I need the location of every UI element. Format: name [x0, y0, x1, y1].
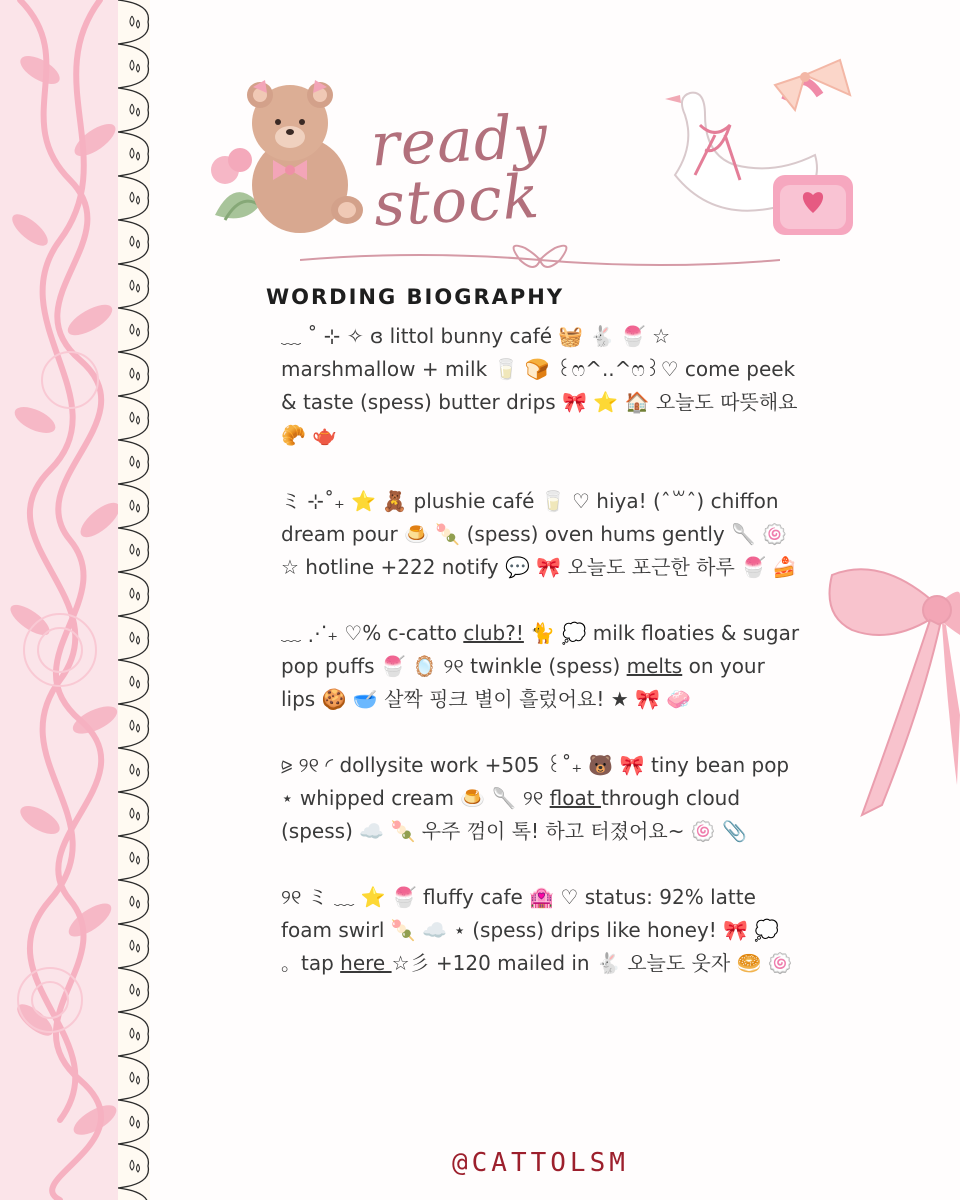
bio-entry	[281, 881, 801, 980]
bio-entries-list	[281, 320, 806, 1013]
underlined-text: here	[340, 951, 392, 975]
bio-text: ミ ⊹˚₊ ⭐ 🧸 plushie café 🥛 ♡ hiya! (ˆ꒳ˆ) chiffon dream pour 🍮 🍡 (spess) oven hums gently 🥄 🍥 ☆ hotline +222 notify 💬 🎀 오늘도 포근한 하루 🍧 🍰	[281, 489, 798, 579]
bio-text: ﹏ ˚ ⊹ ✧ ɞ littol bunny café 🧺 🐇 🍧 ☆ marshmallow + milk 🥛 🍞 ꒰ෆ^..^ෆ꒱♡ come peek & taste (spess) butter drips 🎀 ⭐ 🏠 오늘도 따뜻해요 🥐 🫖	[281, 324, 804, 447]
swan-icon	[655, 55, 870, 245]
ribbon-divider-icon	[300, 240, 780, 280]
teddy-bear-icon	[205, 65, 375, 235]
bio-entry	[281, 320, 804, 452]
section-heading: WORDING BIOGRAPHY	[266, 285, 565, 309]
bio-text: ୨୧ ミ ﹏ ⭐ 🍧 fluffy cafe 🏩 ♡ status: 92% latte foam swirl 🍡 ☁️ ⋆ (spess) drips like honey! 🎀 💭 。tap	[281, 885, 786, 975]
bio-entry	[281, 617, 806, 716]
bio-text: ☆彡 +120 mailed in 🐇 오늘도 웃자 🥯 🍥	[391, 951, 793, 975]
bio-text: through cloud (spess) ☁️ 🍡 우주 껌이 톡! 하고 터졌어요~ 🍥 📎	[281, 786, 747, 843]
bio-text: ⪩ ୨୧ ◜ dollysite work +505 ꒰˚₊ 🐻 🎀 tiny bean pop ⋆ whipped cream 🍮 🥄 ୨୧	[281, 753, 796, 810]
underlined-text: float	[549, 786, 601, 810]
bio-entry	[281, 485, 801, 584]
bio-text: 🐈 💭 milk floaties & sugar pop puffs 🍧 🪞 ୨୧ twinkle (spess)	[281, 621, 806, 678]
page-title: ready stock	[369, 101, 550, 241]
underlined-text: club?!	[463, 621, 524, 645]
bio-text: ﹏ ⋰₊ ♡% c-catto	[281, 621, 464, 645]
bio-text: on your lips 🍪 🥣 살짝 핑크 별이 흘렀어요! ★ 🎀 🧼	[281, 654, 772, 711]
bio-entry	[281, 749, 801, 848]
underlined-text: melts	[626, 654, 683, 678]
bow-icon	[822, 555, 960, 825]
author-handle: @CATTOLSM	[452, 1148, 629, 1178]
